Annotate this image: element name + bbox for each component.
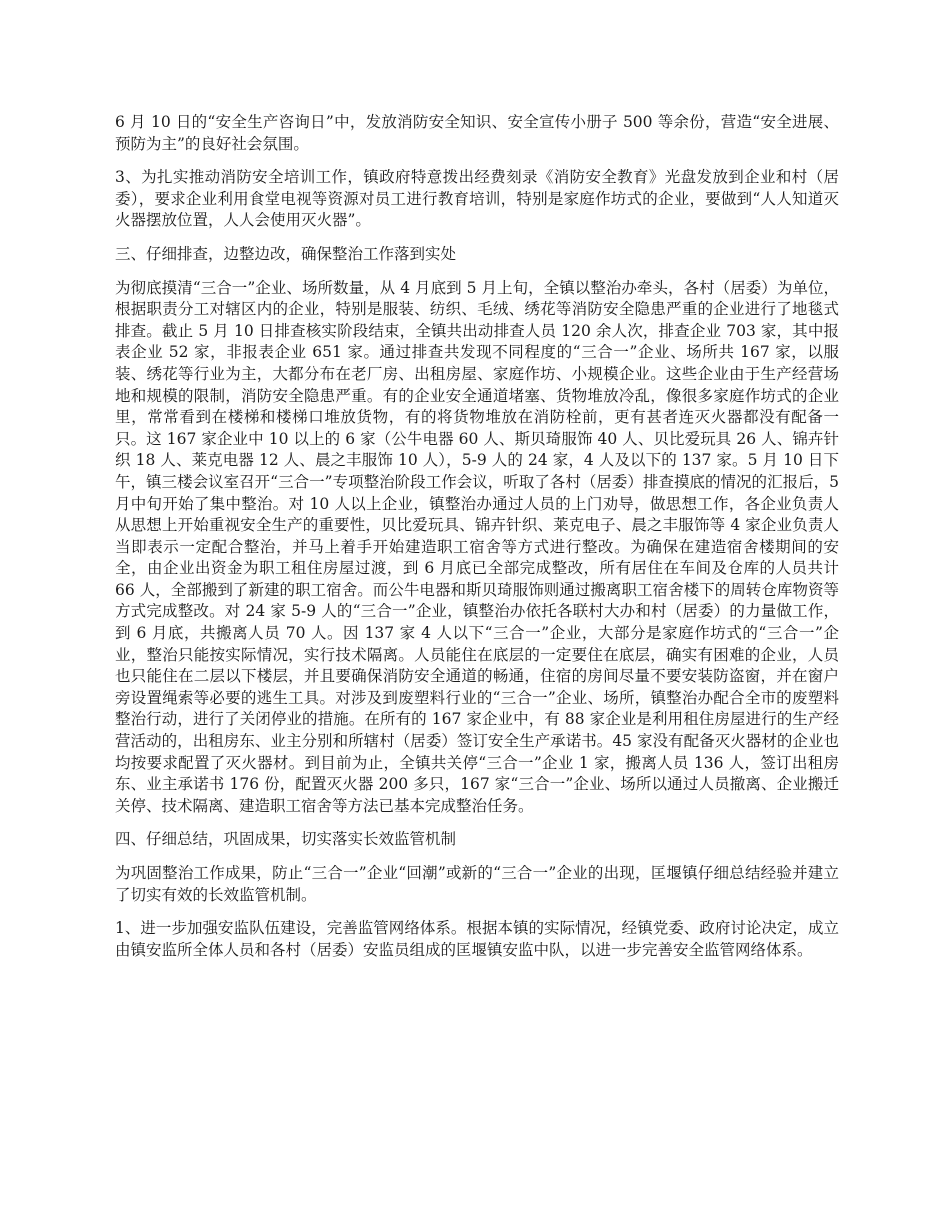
section-heading-4: 四、仔细总结，巩固成果，切实落实长效监管机制 — [115, 830, 457, 849]
section-heading-3: 三、仔细排查，边整边改，确保整治工作落到实处 — [115, 244, 457, 263]
paragraph-consolidation: 为巩固整治工作成果，防止“三合一”企业“回潮”或新的“三合一”企业的出现，匡堰镇仔细总结经验并建立了切实有效的长效监管机制。 — [115, 864, 839, 904]
paragraph-supervision-item-1: 1、进一步加强安监队伍建设，完善监管网络体系。根据本镇的实际情况，经镇党委、政府讨论决定，成立由镇安监所全体人员和各村（居委）安监员组成的匡堰镇安监中队，以进一步完善安全监管网络体系。 — [115, 919, 839, 959]
paragraph-inspection-details: 为彻底摸清“三合一”企业、场所数量，从 4 月底到 5 月上旬，全镇以整治办牵头，各村（居委）为单位，根据职责分工对辖区内的企业，特别是服装、纺织、毛绒、绣花等消防安全隐患严重的企业进行了地毯式排查。截止 5 月 10 日排查核实阶段结束，全镇共出动排查人员 120 余人次，排查企业 703 家，其中报表企业 52 家，非报表企业 651 家。通过排查共发现不同程度的“三合一”企业、场所共 167 家，以服装、绣花等行业为主，大都分布在老厂房、出租房屋、家庭作坊、小规模企业。这些企业由于生产经营场地和规模的限制，消防安全隐患严重。有的企业安全通道堵塞、货物堆放冷乱，像很多家庭作坊式的企业里，常常看到在楼梯和楼梯口堆放货物，有的将货物堆放在消防栓前，更有甚者连灭火器都没有配备一只。这 167 家企业中 10 以上的 6 家（公牛电器 60 人、斯贝琦服饰 40 人、贝比爱玩具 26 人、锦卉针织 18 人、莱克电器 12 人、晨之丰服饰 10 人），5-9 人的 24 家，4 人及以下的 137 家。5 月 10 日下午，镇三楼会议室召开“三合一”专项整治阶段工作会议，听取了各村（居委）排查摸底的情况的汇报后，5 月中旬开始了集中整治。对 10 人以上企业，镇整治办通过人员的上门劝导，做思想工作，各企业负责人从思想上开始重视安全生产的重要性，贝比爱玩具、锦卉针织、莱克电子、晨之丰服饰等 4 家企业负责人当即表示一定配合整治，并马上着手开始建造职工宿舍等方式进行整改。为确保在建造宿舍楼期间的安全，由企业出资金为职工租住房屋过渡，到 6 月底已全部完成整改，所有居住在车间及仓库的人员共计 66 人，全部搬到了新建的职工宿舍。而公牛电器和斯贝琦服饰则通过搬离职工宿舍楼下的周转仓库物资等方式完成整改。对 24 家 5-9 人的“三合一”企业，镇整治办依托各联村大办和村（居委）的力量做工作，到 6 月底，共搬离人员 70 人。因 137 家 4 人以下“三合一”企业，大部分是家庭作坊式的“三合一”企业，整治只能按实际情况，实行技术隔离。人员能住在底层的一定要住在底层，确实有困难的企业，人员也只能住在二层以下楼层，并且要确保消防安全通道的畅通，住宿的房间尽量不要安装防盗窗，并在窗户旁设置绳索等必要的逃生工具。对涉及到废塑料行业的“三合一”企业、场所，镇整治办配合全市的废塑料整治行动，进行了关闭停业的措施。在所有的 167 家企业中，有 88 家企业是利用租住房屋进行的生产经营活动的，出租房东、业主分别和所辖村（居委）签订安全生产承诺书。45 家没有配备灭火器材的企业也均按要求配置了灭火器材。到目前为止，全镇共关停“三合一”企业 1 家，搬离人员 136 人，签订出租房东、业主承诺书 176 份，配置灭火器 200 多只，167 家“三合一”企业、场所以通过人员撤离、企业搬迁关停、技术隔离、建造职工宿舍等方法已基本完成整治任务。 — [115, 278, 839, 815]
document-body — [115, 112, 839, 973]
paragraph-consultation-day: 6 月 10 日的“安全生产咨询日”中，发放消防安全知识、安全宣传小册子 500 等余份，营造“安全进展、预防为主”的良好社会氛围。 — [115, 113, 839, 153]
paragraph-training-item-3: 3、为扎实推动消防安全培训工作，镇政府特意拨出经费刻录《消防安全教育》光盘发放到企业和村（居委），要求企业利用食堂电视等资源对员工进行教育培训，特别是家庭作坊式的企业，要做到“人人知道灭火器摆放位置，人人会使用灭火器”。 — [115, 168, 839, 230]
